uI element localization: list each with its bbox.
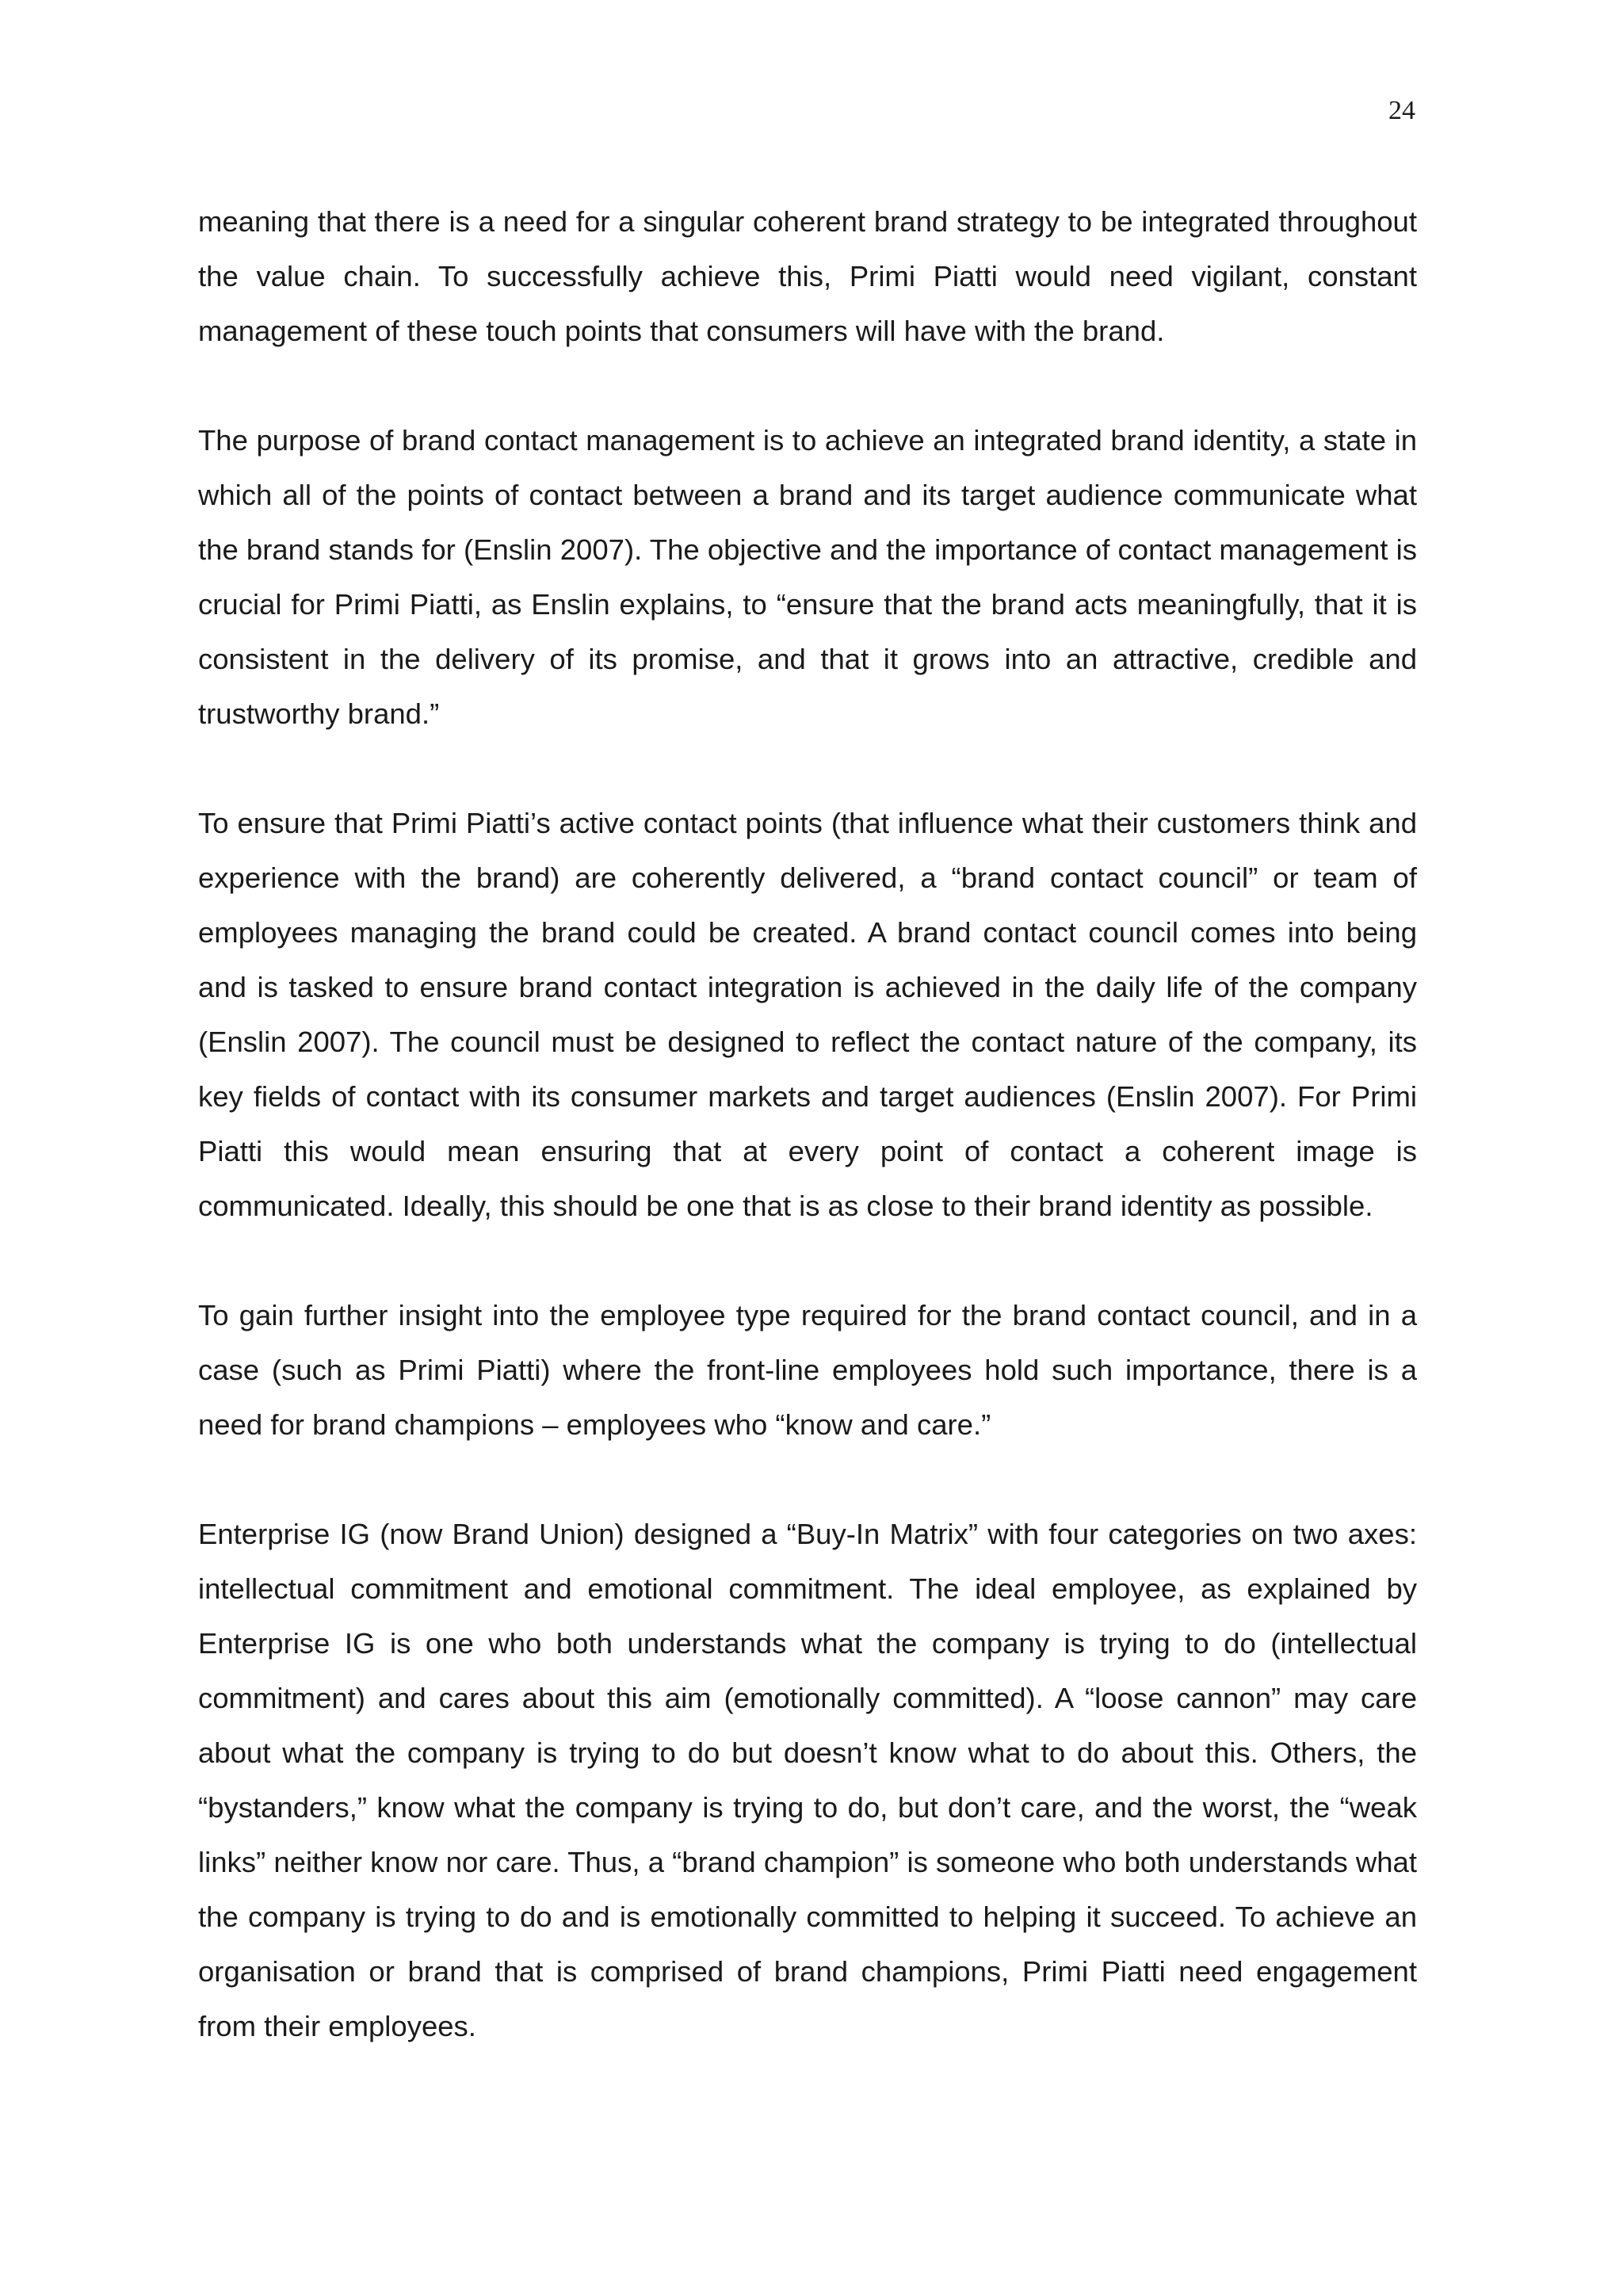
paragraph-brand-champions: To gain further insight into the employee type required for the brand contact council, and in a case (such as Primi Piatti) where the front-line employees hold such importance, there is a need for brand champions – employees who “know and care.” bbox=[198, 1299, 1417, 1441]
page-number: 24 bbox=[1388, 96, 1415, 125]
paragraph-brand-contact-management: The purpose of brand contact management is to achieve an integrated brand identity, a state in which all of the points of contact between a brand and its target audience communicate what the brand stands for (Enslin 2007). The objective and the importance of contact management is crucial for Primi Piatti, as Enslin explains, to “ensure that the brand acts meaningfully, that it is consistent in the delivery of its promise, and that it grows into an attractive, credible and trustworthy brand.” bbox=[198, 424, 1417, 730]
paragraph-buy-in-matrix: Enterprise IG (now Brand Union) designed a “Buy-In Matrix” with four categories on two axes: intellectual commitment and emotional commitment. The ideal employee, as explained by Enterprise IG is one who both understands what the company is trying to do (intellectual commitment) and cares about this aim (emotionally committed). A “loose cannon” may care about what the company is trying to do but doesn’t know what to do about this. Others, the “bystanders,” know what the company is trying to do, but don’t care, and the worst, the “weak links” neither know nor care. Thus, a “brand champion” is someone who both understands what the company is trying to do and is emotionally committed to helping it succeed. To achieve an organisation or brand that is comprised of brand champions, Primi Piatti need engagement from their employees. bbox=[198, 1518, 1417, 2042]
paragraph-value-chain: meaning that there is a need for a singular coherent brand strategy to be integrated throughout the value chain. To successfully achieve this, Primi Piatti would need vigilant, constant management of these touch points that consumers will have with the brand. bbox=[198, 205, 1417, 347]
paragraph-brand-contact-council: To ensure that Primi Piatti’s active contact points (that influence what their customers think and experience with the brand) are coherently delivered, a “brand contact council” or team of employees managing the brand could be created. A brand contact council comes into being and is tasked to ensure brand contact integration is achieved in the daily life of the company (Enslin 2007). The council must be designed to reflect the contact nature of the company, its key fields of contact with its consumer markets and target audiences (Enslin 2007). For Primi Piatti this would mean ensuring that at every point of contact a coherent image is communicated. Ideally, this should be one that is as close to their brand identity as possible. bbox=[198, 807, 1417, 1222]
body-text bbox=[198, 194, 1417, 2053]
